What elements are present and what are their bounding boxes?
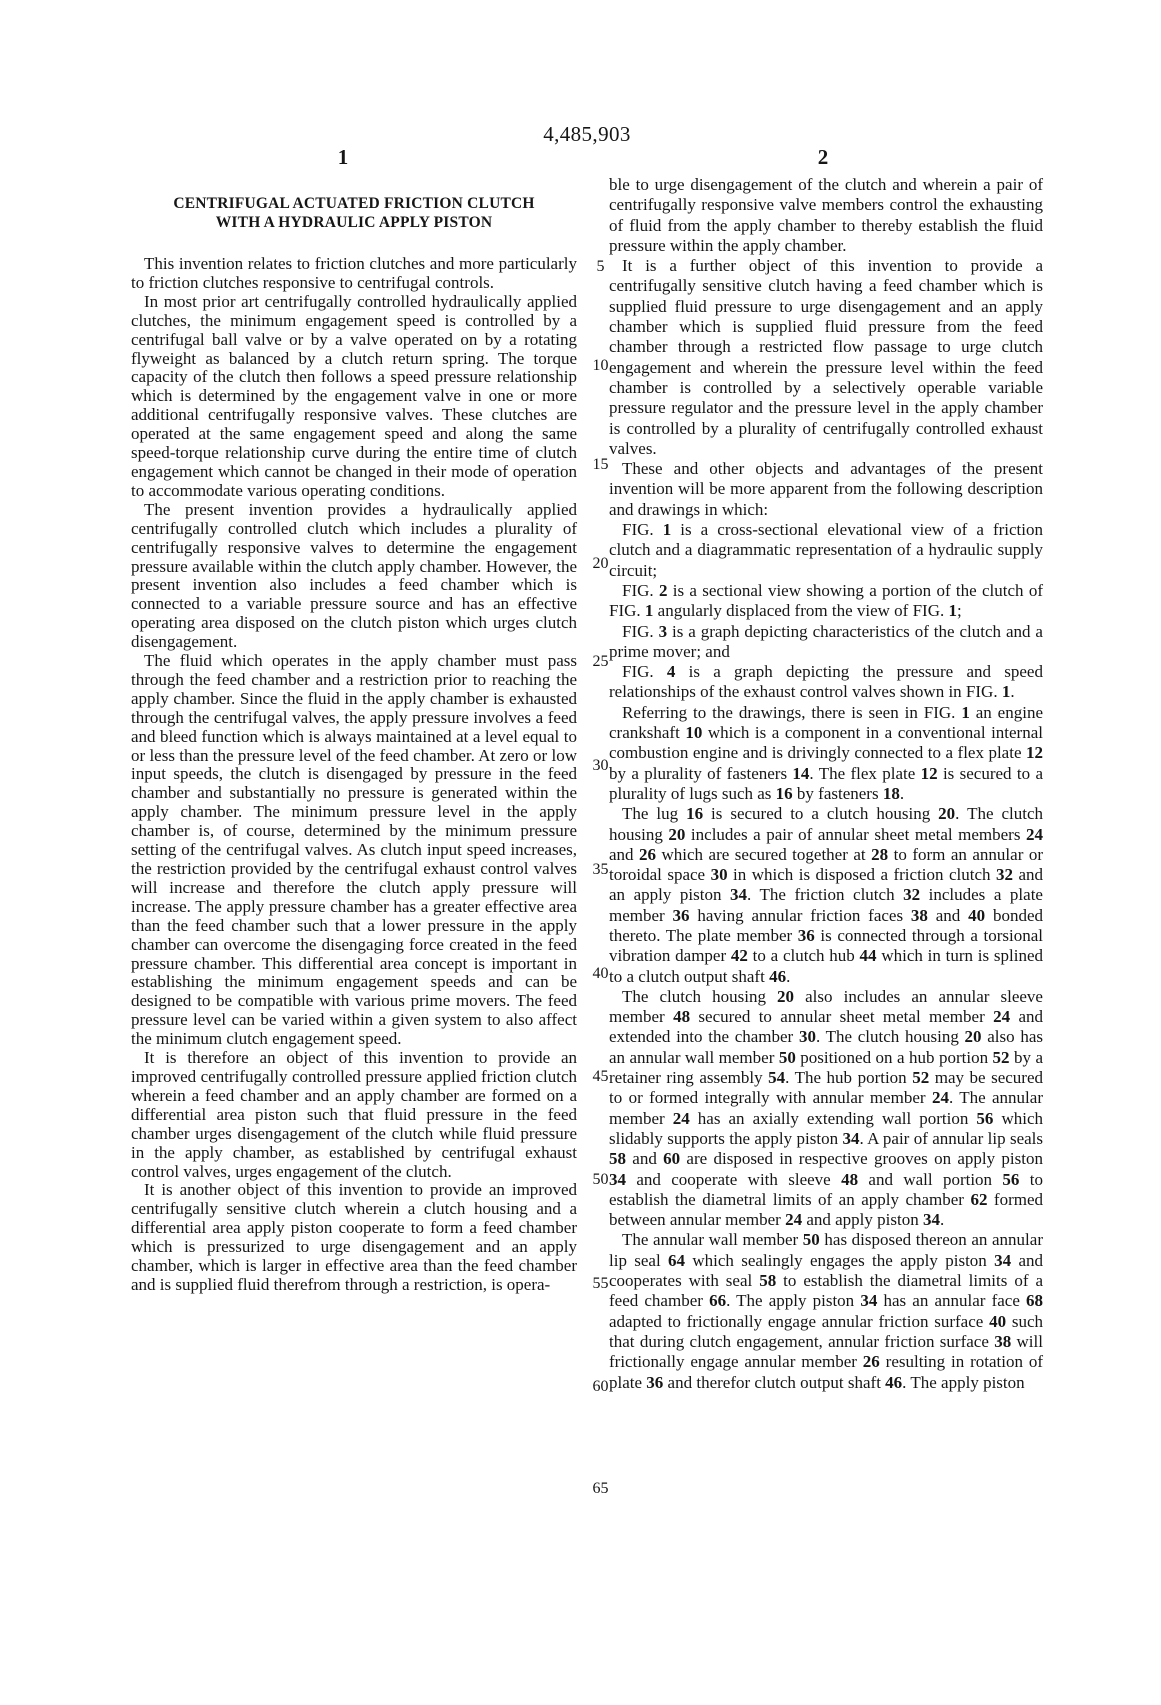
paragraph: FIG. 3 is a graph depicting characteristics of the clutch and a prime mover; and [609, 621, 1043, 661]
line-number: 45 [592, 1068, 609, 1085]
line-number: 10 [592, 357, 609, 374]
paragraph: FIG. 2 is a sectional view showing a portion of the clutch of FIG. 1 angularly displaced from the view of FIG. 1; [609, 580, 1043, 621]
paragraph: The fluid which operates in the apply chamber must pass through the feed chamber and a restriction prior to reaching the apply chamber. Since the fluid in the apply chamber is exhausted through the centrifugal valves, the apply pressure involves a feed and bleed function which is always maintained at a level equal to or less than the pressure level of the feed chamber. At zero or low input speeds, the clutch is disengaged by pressure in the feed chamber and substantially no pressure is generated within the apply chamber. The minimum pressure level in the apply chamber is, of course, determined by the minimum pressure setting of the centrifugal valves. As clutch input speed increases, the restriction provided by the centrifugal exhaust control valves will increase and therefore the clutch apply pressure will increase. The apply pressure chamber has a greater effective area than the feed chamber such that a lower pressure in the apply chamber can overcome the disengaging force created in the feed pressure chamber. This differential area concept is important in establishing the minimum engagement speeds and can be designed to be compatible with various prime movers. The feed pressure level can be varied within a given system to also affect the minimum clutch engagement speed. [131, 651, 577, 1049]
line-number: 60 [592, 1378, 609, 1395]
line-number: 55 [592, 1275, 609, 1292]
line-number: 5 [596, 258, 605, 275]
paragraph: It is another object of this invention to provide an improved centrifugally sensitive clutch wherein a clutch housing and a differential area apply piston cooperate to form a feed chamber which is pressurized to urge disengagement and an apply chamber, which is larger in effective area than the feed chamber and is supplied fluid therefrom through a restriction, is opera- [131, 1180, 577, 1294]
paragraph: The lug 16 is secured to a clutch housing 20. The clutch housing 20 includes a pair of annular sheet metal members 24 and 26 which are secured together at 28 to form an annular or toroidal space 30 in which is disposed a friction clutch 32 and an apply piston 34. The friction clutch 32 includes a plate member 36 having annular friction faces 38 and 40 bonded thereto. The plate member 36 is connected through a torsional vibration damper 42 to a clutch hub 44 which in turn is splined to a clutch output shaft 46. [609, 804, 1044, 986]
invention-title [131, 194, 577, 232]
paragraph: It is therefore an object of this invention to provide an improved centrifugally controlled pressure applied friction clutch wherein a feed chamber and an apply chamber are formed on a differential area piston such that fluid pressure in the feed chamber urges disengagement of the clutch while fluid pressure in the apply chamber, as established by centrifugal exhaust control valves, urges engagement of the clutch. [131, 1048, 577, 1181]
paragraph: This invention relates to friction clutches and more particularly to friction clutches responsive to centrifugal controls. [131, 254, 577, 292]
paragraph: It is a further object of this invention to provide a centrifugally sensitive clutch having a feed chamber which is supplied fluid pressure to urge disengagement and an apply chamber which is supplied fluid pressure from the feed chamber through a restricted flow passage to urge clutch engagement and wherein the pressure level within the feed chamber is controlled by a selectively operable variable pressure regulator and the pressure level in the apply chamber is controlled by a plurality of centrifugally controlled exhaust valves. [609, 256, 1043, 458]
line-number: 40 [592, 965, 609, 982]
paragraph: The annular wall member 50 has disposed thereon an annular lip seal 64 which sealingly engages the apply piston 34 and cooperates with seal 58 to establish the diametral limits of a feed chamber 66. The apply piston 34 has an annular face 68 adapted to frictionally engage annular friction surface 40 such that during clutch engagement, annular friction surface 38 will frictionally engage annular member 26 resulting in rotation of plate 36 and therefor clutch output shaft 46. The apply piston [609, 1230, 1044, 1392]
paragraph: FIG. 1 is a cross-sectional elevational view of a friction clutch and a diagrammatic representation of a hydraulic supply circuit; [609, 520, 1043, 580]
line-number: 50 [592, 1171, 609, 1188]
column-number-left: 1 [337, 145, 349, 169]
line-number: 35 [592, 861, 609, 878]
paragraph: These and other objects and advantages of the present invention will be more apparent from the following description and drawings in which: [609, 459, 1043, 519]
paragraph: FIG. 4 is a graph depicting the pressure and speed relationships of the exhaust control valves shown in FIG. 1. [609, 662, 1043, 702]
line-number: 20 [592, 555, 609, 572]
patent-number: 4,485,903 [543, 122, 631, 146]
invention-title-line1: CENTRIFUGAL ACTUATED FRICTION CLUTCH [173, 195, 535, 212]
invention-title-line2: WITH A HYDRAULIC APPLY PISTON [215, 214, 493, 231]
column-1 [131, 194, 577, 1295]
paragraph: The present invention provides a hydraulically applied centrifugally controlled clutch which includes a plurality of centrifugally responsive valves to determine the engagement pressure available within the clutch apply chamber. However, the present invention also includes a feed chamber which is connected to a variable pressure source and has an effective operating area disposed on the clutch piston which urges clutch disengagement. [131, 499, 577, 652]
column-2 [609, 175, 1043, 1393]
line-number: 15 [592, 456, 609, 473]
paragraph: The clutch housing 20 also includes an annular sleeve member 48 secured to annular sheet metal member 24 and extended into the chamber 30. The clutch housing 20 also has an annular wall member 50 positioned on a hub portion 52 by a retainer ring assembly 54. The hub portion 52 may be secured to or formed integrally with annular member 24. The annular member 24 has an axially extending wall portion 56 which slidably supports the apply piston 34. A pair of annular lip seals 58 and 60 are disposed in respective grooves on apply piston 34 and cooperate with sleeve 48 and wall portion 56 to establish the diametral limits of an apply chamber 62 formed between annular member 24 and apply piston 34. [609, 986, 1044, 1230]
paragraph: ble to urge disengagement of the clutch and wherein a pair of centrifugally responsive valve members control the exhausting of fluid from the apply chamber to thereby establish the fluid pressure within the apply chamber. [609, 175, 1043, 255]
line-number: 65 [592, 1480, 609, 1497]
paragraph: Referring to the drawings, there is seen in FIG. 1 an engine crankshaft 10 which is a component in a conventional internal combustion engine and is drivingly connected to a flex plate 12 by a plurality of fasteners 14. The flex plate 12 is secured to a plurality of lugs such as 16 by fasteners 18. [609, 702, 1044, 803]
line-number: 25 [592, 653, 609, 670]
column-number-right: 2 [817, 145, 829, 169]
paragraph: In most prior art centrifugally controlled hydraulically applied clutches, the minimum engagement speed is controlled by a centrifugal ball valve or by a valve operated on by a rotating flyweight as balanced by a clutch return spring. The torque capacity of the clutch then follows a speed pressure relationship which is determined by the engagement valve in one or more additional centrifugally responsive valves. These clutches are operated at the same engagement speed and along the same speed-torque relationship curve during the entire time of clutch engagement which cannot be changed in their mode of operation to accommodate various operating conditions. [131, 291, 577, 500]
line-number: 30 [592, 757, 609, 774]
